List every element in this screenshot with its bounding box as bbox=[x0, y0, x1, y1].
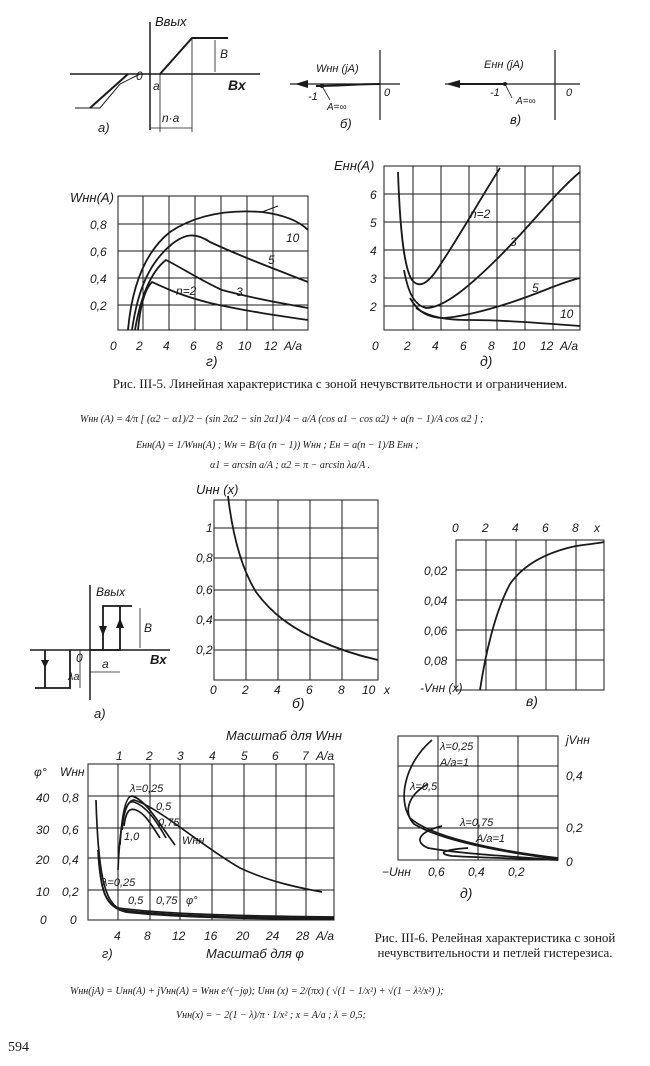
fig5-g-curve-2 bbox=[138, 282, 308, 330]
fig6-v-curve bbox=[480, 542, 604, 690]
fig6-g-bottom-0: 4 bbox=[114, 929, 121, 943]
fig6-d-xtick-0: 0,6 bbox=[428, 865, 445, 879]
fig5-b-locus bbox=[290, 50, 400, 131]
fig5-v-minus-one: -1 bbox=[490, 87, 500, 99]
fig6-a-b-label: B bbox=[144, 621, 153, 635]
fig5-d-label-5: 5 bbox=[532, 281, 539, 295]
fig6-d-label-1: A/a=1 bbox=[440, 757, 470, 769]
fig5-formula-3: α1 = arcsin a/A ; α2 = π − arcsin λa/A . bbox=[210, 460, 371, 471]
fig6-g-panel: г) bbox=[102, 946, 113, 961]
fig5-a-b-label: B bbox=[220, 47, 229, 61]
fig6-g-bottom-6: 28 bbox=[296, 929, 310, 943]
fig5-a-na-label: n·a bbox=[162, 111, 180, 125]
fig5-d-ytick-1: 5 bbox=[370, 216, 377, 230]
fig6-b-ytick-3: 0,4 bbox=[196, 613, 213, 627]
fig6-g-bottom-scale-title: Масштаб для φ bbox=[206, 946, 304, 961]
fig6-v-xtick-0: 0 bbox=[452, 521, 459, 535]
fig5-g-xtick-4: 8 bbox=[216, 339, 223, 353]
fig6-g-toptick-4: 5 bbox=[241, 749, 248, 763]
fig6-b-chart bbox=[196, 482, 391, 711]
fig5-a-zero: 0 bbox=[136, 69, 143, 83]
fig6-g-label-5: λ=0,25 bbox=[102, 877, 136, 889]
page-number: 594 bbox=[8, 1040, 29, 1055]
fig6-b-ytick-4: 0,2 bbox=[196, 643, 213, 657]
fig5-v-locus bbox=[445, 50, 580, 127]
fig5-b-panel: б) bbox=[340, 116, 352, 131]
fig6-b-curve bbox=[228, 496, 378, 660]
fig5-d-xtick-0: 0 bbox=[372, 339, 379, 353]
fig5-d-ytick-4: 2 bbox=[370, 300, 377, 314]
fig5-d-curve-5 bbox=[410, 278, 580, 318]
fig5-a-y-label: Bвых bbox=[155, 14, 187, 29]
fig5-g-label-3: 3 bbox=[236, 285, 243, 299]
fig6-g-label-3: 1,0 bbox=[124, 831, 140, 843]
fig5-g-ytick-3: 0,2 bbox=[90, 299, 107, 313]
fig5-d-ytick-0: 6 bbox=[370, 188, 377, 202]
fig6-b-panel: б) bbox=[292, 695, 305, 711]
fig6-g-chart bbox=[34, 728, 342, 961]
fig6-g-bottom-unit: A/a bbox=[316, 929, 335, 943]
fig5-g-chart bbox=[70, 190, 308, 369]
fig6-g-yleft-4: 0 bbox=[40, 913, 47, 927]
fig6-d-chart bbox=[382, 733, 590, 901]
fig6-g-yleft-3: 10 bbox=[36, 885, 50, 899]
fig6-d-xtick-2: 0,2 bbox=[508, 865, 525, 879]
fig5-formula-1: Wнн (A) = 4/π [ (α2 − α1)/2 − (sin 2α2 − sin 2α1)/4 − a/A (cos α1 − cos α2) + a(n − 1)/A cos α2 ] ; bbox=[80, 414, 484, 425]
fig6-g-yleft-title: φ° bbox=[34, 765, 47, 779]
fig6-v-ytick-1: 0,04 bbox=[424, 594, 448, 608]
fig6-b-xtick-5: 10 bbox=[362, 683, 376, 697]
fig6-g-label-4: Wнн bbox=[182, 835, 205, 847]
fig5-g-xtick-2: 4 bbox=[163, 339, 170, 353]
fig5-v-label: Eнн (jA) bbox=[484, 59, 524, 71]
fig5-d-xtick-5: 10 bbox=[512, 339, 526, 353]
fig6-d-label-0: λ=0,25 bbox=[440, 741, 474, 753]
fig6-a-x-label: Вх bbox=[150, 652, 167, 667]
fig6-formula-2: Vнн(x) = − 2(1 − λ)/π · 1/x² ; x = A/a ; λ = 0,5; bbox=[176, 1010, 366, 1021]
fig5-g-xtick-1: 2 bbox=[136, 339, 143, 353]
fig5-b-minus-one: -1 bbox=[308, 91, 318, 103]
fig6-g-toptick-0: 1 bbox=[116, 749, 123, 763]
fig6-a-la-label: λa bbox=[68, 671, 80, 683]
fig5-d-y-title: Eнн(A) bbox=[334, 158, 375, 173]
fig5-d-xtick-4: 8 bbox=[488, 339, 495, 353]
fig6-d-x-title: −Uнн bbox=[382, 865, 411, 879]
fig6-g-yleft-2: 20 bbox=[36, 853, 50, 867]
fig6-v-xtick-4: 8 bbox=[572, 521, 579, 535]
fig6-g-yright-3: 0,2 bbox=[62, 885, 79, 899]
fig6-g-yright-0: 0,8 bbox=[62, 791, 79, 805]
fig5-v-panel: в) bbox=[510, 112, 522, 127]
fig5-d-ytick-3: 3 bbox=[370, 272, 377, 286]
fig5-d-chart bbox=[334, 158, 580, 369]
fig6-v-y-title: -Vнн (x) bbox=[420, 681, 463, 695]
fig6-b-ytick-2: 0,6 bbox=[196, 583, 213, 597]
fig5-a-x-label: Вх bbox=[228, 77, 246, 93]
fig5-g-y-title: Wнн(A) bbox=[70, 190, 114, 205]
fig6-v-ytick-2: 0,06 bbox=[424, 624, 448, 638]
fig6-g-yright-1: 0,6 bbox=[62, 823, 79, 837]
fig6-g-yright-2: 0,4 bbox=[62, 853, 79, 867]
fig5-v-a-inf: A=∞ bbox=[516, 96, 536, 107]
fig6-b-xtick-4: 8 bbox=[338, 683, 345, 697]
fig5-d-xunit: A/a bbox=[560, 339, 579, 353]
fig5-d-xtick-3: 6 bbox=[460, 339, 467, 353]
fig6-v-xtick-3: 6 bbox=[542, 521, 549, 535]
fig6-d-xtick-1: 0,4 bbox=[468, 865, 485, 879]
fig5-g-label-n2: n=2 bbox=[176, 284, 197, 298]
fig6-v-ytick-3: 0,08 bbox=[424, 654, 448, 668]
fig6-v-xtick-2: 4 bbox=[512, 521, 519, 535]
fig5-d-ytick-2: 4 bbox=[370, 244, 377, 258]
fig6-g-toptick-6: 7 bbox=[302, 749, 309, 763]
fig5-g-xtick-5: 10 bbox=[238, 339, 252, 353]
fig5-d-label-n2: n=2 bbox=[470, 207, 491, 221]
fig5-b-a-inf: A=∞ bbox=[327, 102, 347, 113]
fig6-g-toptick-2: 3 bbox=[177, 749, 184, 763]
fig6-g-bottom-1: 8 bbox=[144, 929, 151, 943]
fig5-d-panel: д) bbox=[480, 353, 493, 369]
fig6-v-xtick-1: 2 bbox=[482, 521, 489, 535]
fig5-v-zero: 0 bbox=[566, 87, 573, 99]
fig6-b-xtick-0: 0 bbox=[210, 683, 217, 697]
fig6-g-toptick-1: 2 bbox=[146, 749, 153, 763]
fig6-b-ytick-0: 1 bbox=[206, 521, 213, 535]
fig6-d-label-3: λ=0,75 bbox=[460, 817, 494, 829]
fig6-g-bottom-2: 12 bbox=[172, 929, 186, 943]
fig5-d-xtick-1: 2 bbox=[404, 339, 411, 353]
fig5-g-ytick-2: 0,4 bbox=[90, 272, 107, 286]
fig6-d-ytick-1: 0,2 bbox=[566, 821, 583, 835]
fig6-a-y-label: Bвых bbox=[96, 585, 126, 599]
fig6-d-ytick-0: 0,4 bbox=[566, 769, 583, 783]
fig5-g-label-5: 5 bbox=[268, 253, 275, 267]
fig6-b-y-title: Uнн (x) bbox=[196, 482, 239, 497]
fig6-g-label-2: 0,75 bbox=[158, 817, 180, 829]
fig5-formula-2: Eнн(A) = 1/Wнн(A) ; Wн = B/(a (n − 1)) Wнн ; Eн = a(n − 1)/B Eнн ; bbox=[136, 440, 419, 451]
fig6-g-bottom-3: 16 bbox=[204, 929, 218, 943]
fig6-g-top-scale-title: Масштаб для Wнн bbox=[226, 728, 342, 743]
fig5-g-label-10: 10 bbox=[286, 231, 300, 245]
fig6-d-label-4: A/a=1 bbox=[476, 833, 506, 845]
fig6-b-xunit: x bbox=[384, 683, 390, 697]
fig5-a-panel: а) bbox=[98, 120, 110, 135]
fig6-a-panel: а) bbox=[94, 706, 106, 721]
fig5-caption: Рис. III-5. Линейная характеристика с зоной нечувствительности и ограничением. bbox=[112, 376, 568, 391]
fig6-d-panel: д) bbox=[460, 885, 473, 901]
fig6-b-ytick-1: 0,8 bbox=[196, 551, 213, 565]
fig5-g-xtick-0: 0 bbox=[110, 339, 117, 353]
fig6-b-xtick-1: 2 bbox=[242, 683, 249, 697]
fig6-g-label-1: 0,5 bbox=[156, 801, 172, 813]
fig6-d-y-title: jVнн bbox=[566, 733, 590, 747]
fig5-d-xtick-2: 4 bbox=[432, 339, 439, 353]
fig6-g-yright-title: Wнн bbox=[60, 765, 85, 779]
fig6-g-toptick-3: 4 bbox=[209, 749, 216, 763]
fig5-a-nonlinearity-diagram bbox=[70, 14, 260, 135]
fig5-g-xtick-3: 6 bbox=[190, 339, 197, 353]
fig6-g-bottom-5: 24 bbox=[266, 929, 280, 943]
fig6-a-a-label: a bbox=[102, 657, 109, 671]
fig6-b-xtick-3: 6 bbox=[306, 683, 313, 697]
fig5-d-label-10: 10 bbox=[560, 307, 574, 321]
fig5-g-ytick-1: 0,6 bbox=[90, 245, 107, 259]
fig5-g-ytick-0: 0,8 bbox=[90, 218, 107, 232]
fig6-g-label-6: 0,5 bbox=[128, 895, 144, 907]
fig6-d-label-2: λ=0,5 bbox=[410, 781, 438, 793]
fig6-g-bottom-4: 20 bbox=[236, 929, 250, 943]
fig6-formula-1: Wнн(jA) = Uнн(A) + jVнн(A) = Wнн e^(−jφ); Uнн (x) = 2/(πx) ( √(1 − 1/x²) + √(1 − λ²/x²) ); bbox=[70, 986, 444, 997]
fig6-g-yright-4: 0 bbox=[70, 913, 77, 927]
fig5-g-panel: г) bbox=[206, 353, 218, 369]
fig6-g-topunit: A/a bbox=[316, 749, 335, 763]
fig6-g-label-0: λ=0,25 bbox=[130, 783, 164, 795]
fig5-d-label-3: 3 bbox=[510, 235, 517, 249]
fig6-v-ytick-0: 0,02 bbox=[424, 564, 448, 578]
fig5-g-xtick-6: 12 bbox=[264, 339, 278, 353]
fig6-g-label-7: 0,75 bbox=[156, 895, 178, 907]
fig6-v-chart bbox=[420, 521, 604, 709]
fig6-g-yleft-0: 40 bbox=[36, 791, 50, 805]
fig5-b-label: Wнн (jA) bbox=[316, 63, 359, 75]
fig6-g-yleft-1: 30 bbox=[36, 823, 50, 837]
fig6-a-relay-diagram bbox=[30, 585, 170, 721]
fig6-g-label-8: φ° bbox=[186, 895, 198, 907]
fig6-caption: Рис. III-6. Релейная характеристика с зоной нечувствительности и петлей гистерезиса. bbox=[374, 930, 616, 960]
fig5-b-zero: 0 bbox=[384, 87, 391, 99]
fig5-d-xtick-6: 12 bbox=[540, 339, 554, 353]
fig6-d-ytick-2: 0 bbox=[566, 855, 573, 869]
fig6-g-toptick-5: 6 bbox=[272, 749, 279, 763]
fig6-b-xtick-2: 4 bbox=[274, 683, 281, 697]
fig5-a-a-label: a bbox=[153, 79, 160, 93]
fig6-v-xunit: x bbox=[594, 521, 600, 535]
fig5-g-xunit: A/a bbox=[284, 339, 303, 353]
fig6-a-zero: 0 bbox=[76, 651, 83, 665]
fig6-v-panel: в) bbox=[526, 693, 538, 709]
